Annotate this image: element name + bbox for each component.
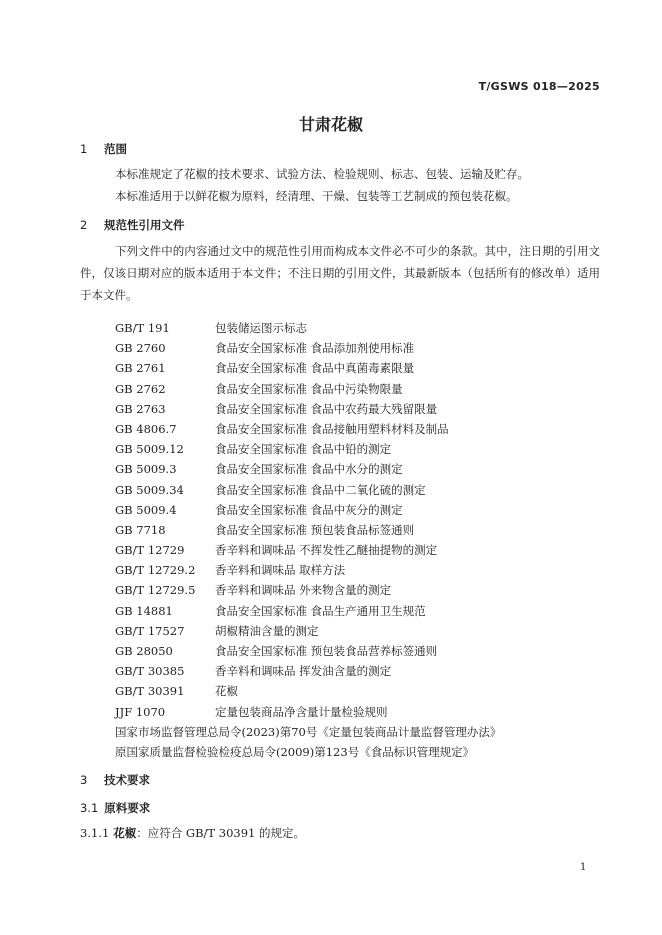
section-number: 3 — [80, 773, 88, 787]
reference-title: 食品安全国家标准 食品生产通用卫生规范 — [215, 603, 426, 618]
reference-title: 食品安全国家标准 食品添加剂使用标准 — [215, 341, 415, 356]
reference-item — [115, 621, 595, 641]
reference-item — [115, 358, 595, 378]
reference-code: GB/T 17527 — [115, 623, 185, 638]
reference-item — [115, 338, 595, 358]
reference-title: 食品安全国家标准 食品中铅的测定 — [215, 442, 392, 457]
reference-code: JJF 1070 — [115, 704, 166, 719]
reference-code: GB/T 12729.5 — [115, 583, 196, 598]
subsection-3-1-heading — [80, 800, 150, 816]
extra-reference-2: 原国家质量监督检验检疫总局令(2009)第123号《食品标识管理规定》 — [115, 745, 475, 759]
reference-item — [115, 318, 595, 338]
standard-code: T/GSWS 018—2025 — [478, 80, 600, 93]
section-2-intro: 下列文件中的内容通过文中的规范性引用而构成本文件必不可少的条款。其中，注日期的引用文件，仅该日期对应的版本适用于本文件；不注日期的引用文件，其最新版本（包括所有的修改单）适用于本文件。 — [80, 244, 600, 302]
reference-title: 定量包装商品净含量计量检验规则 — [215, 704, 388, 719]
reference-item — [115, 500, 595, 520]
reference-title: 胡椒精油含量的测定 — [215, 623, 319, 638]
reference-title: 香辛料和调味品 取样方法 — [215, 563, 346, 578]
reference-item — [115, 419, 595, 439]
reference-item — [115, 439, 595, 459]
reference-code: GB 2763 — [115, 401, 166, 416]
clause-term: 花椒 — [113, 826, 137, 840]
reference-code: GB 2762 — [115, 381, 166, 396]
reference-item — [115, 560, 595, 580]
reference-title: 食品安全国家标准 食品中灰分的测定 — [215, 502, 403, 517]
reference-title: 食品安全国家标准 食品中污染物限量 — [215, 381, 403, 396]
reference-item — [115, 601, 595, 621]
reference-code: GB/T 30391 — [115, 684, 185, 699]
reference-item — [115, 641, 595, 661]
reference-code: GB 5009.4 — [115, 502, 177, 517]
reference-item — [115, 540, 595, 560]
reference-title: 香辛料和调味品 不挥发性乙醚抽提物的测定 — [215, 543, 438, 558]
reference-code: GB/T 12729.2 — [115, 563, 196, 578]
subsection-title: 原料要求 — [104, 801, 151, 815]
reference-code: GB 2761 — [115, 361, 166, 376]
reference-code: GB 5009.3 — [115, 462, 177, 477]
reference-item — [115, 379, 595, 399]
reference-item — [115, 459, 595, 479]
section-1-paragraph-1: 本标准规定了花椒的技术要求、试验方法、检验规则、标志、包装、运输及贮存。 — [115, 167, 529, 181]
reference-code: GB 14881 — [115, 603, 173, 618]
clause-number: 3.1.1 — [80, 826, 110, 840]
section-1-heading — [80, 141, 127, 157]
reference-item — [115, 702, 595, 722]
clause-text: ：应符合 GB/T 30391 的规定。 — [136, 826, 305, 840]
reference-title: 食品安全国家标准 食品中真菌毒素限量 — [215, 361, 415, 376]
reference-code: GB 4806.7 — [115, 421, 177, 436]
reference-code: GB/T 191 — [115, 321, 170, 335]
reference-code: GB 2760 — [115, 341, 166, 356]
reference-title: 香辛料和调味品 外来物含量的测定 — [215, 583, 392, 598]
reference-title: 食品安全国家标准 预包装食品标签通则 — [215, 522, 415, 537]
reference-item — [115, 520, 595, 540]
reference-title: 食品安全国家标准 食品中二氧化硫的测定 — [215, 482, 426, 497]
subsection-number: 3.1 — [80, 801, 99, 815]
reference-list — [115, 318, 595, 722]
reference-title: 包装储运图示标志 — [215, 321, 307, 335]
section-title: 规范性引用文件 — [104, 218, 185, 232]
extra-reference-1: 国家市场监督管理总局令(2023)第70号《定量包装商品计量监督管理办法》 — [115, 725, 502, 739]
reference-item — [115, 661, 595, 681]
reference-code: GB 5009.34 — [115, 482, 184, 497]
reference-item — [115, 399, 595, 419]
reference-title: 香辛料和调味品 挥发油含量的测定 — [215, 664, 392, 679]
page-number: 1 — [580, 862, 587, 873]
reference-item — [115, 480, 595, 500]
section-2-heading — [80, 217, 185, 233]
reference-code: GB/T 12729 — [115, 543, 185, 558]
reference-title: 食品安全国家标准 食品接触用塑料材料及制品 — [215, 421, 449, 436]
clause-3-1-1 — [80, 825, 305, 841]
section-3-heading — [80, 772, 150, 788]
section-number: 1 — [80, 142, 88, 156]
reference-code: GB/T 30385 — [115, 664, 185, 679]
section-title: 技术要求 — [104, 773, 150, 787]
reference-code: GB 5009.12 — [115, 442, 184, 457]
reference-item — [115, 681, 595, 701]
reference-title: 食品安全国家标准 预包装食品营养标签通则 — [215, 644, 438, 658]
reference-code: GB 28050 — [115, 644, 173, 658]
reference-title: 食品安全国家标准 食品中农药最大残留限量 — [215, 401, 438, 416]
reference-item — [115, 580, 595, 600]
section-title: 范围 — [104, 142, 127, 156]
reference-title: 花椒 — [215, 684, 238, 699]
reference-title: 食品安全国家标准 食品中水分的测定 — [215, 462, 403, 477]
section-number: 2 — [80, 218, 88, 232]
section-1-paragraph-2: 本标准适用于以鲜花椒为原料，经清理、干燥、包装等工艺制成的预包装花椒。 — [115, 189, 518, 203]
document-title: 甘肃花椒 — [298, 115, 363, 134]
reference-code: GB 7718 — [115, 522, 166, 537]
